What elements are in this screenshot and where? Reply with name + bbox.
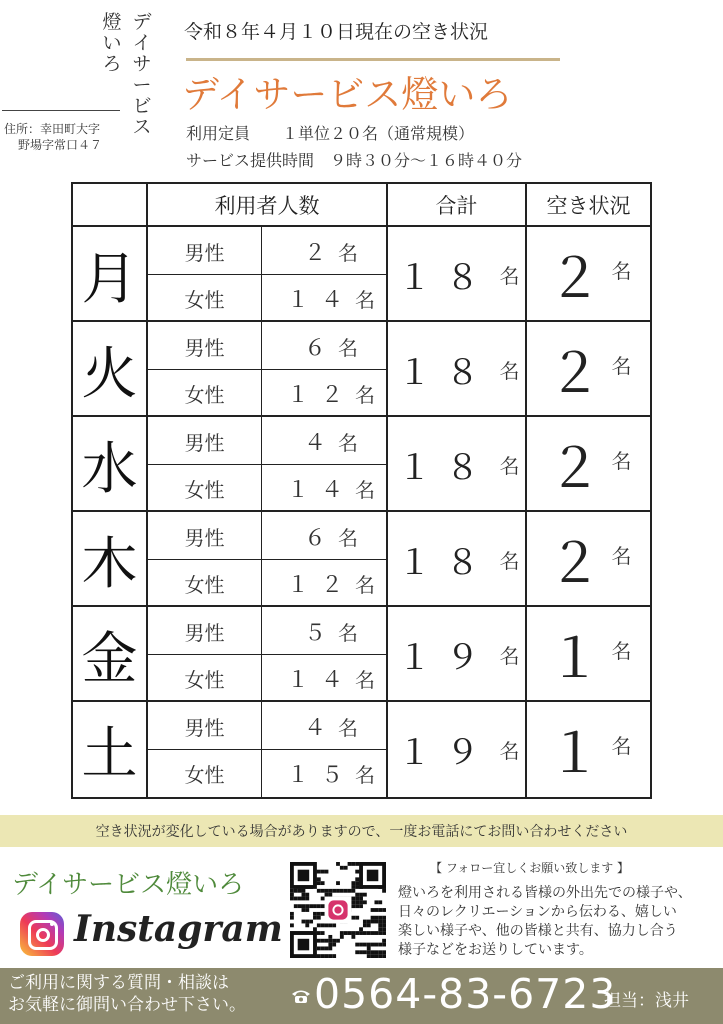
male-count-value: ６ [303,335,338,361]
total-count [390,607,527,702]
header-total: 合計 [435,193,478,218]
sns-line-1: 燈いろを利用される皆様の外出先での様子や、 [398,885,692,901]
male-count-unit: 名 [338,525,358,550]
female-label: 女性 [184,573,225,597]
female-count-value: １２ [286,383,355,408]
open-slots-value: ２ [547,342,602,405]
day-label: 水 [81,436,138,502]
male-count-value: ５ [303,620,338,646]
female-count-value: １４ [286,478,355,503]
contact-line-1: ご利用に関する質問・相談は [8,973,229,993]
sns-brand-name: デイサービス燈いろ [12,870,245,900]
female-count-value: １４ [286,668,355,693]
total-count [390,227,527,322]
total-count-value: １９ [397,733,494,773]
availability-table [71,182,652,799]
total-count-value: １８ [397,543,494,583]
date-status-heading: 令和８年４月１０日現在の空き状況 [184,21,489,43]
total-count-value: １８ [397,448,494,488]
sns-description [398,884,716,960]
male-count-unit: 名 [338,715,358,740]
open-slots [529,322,650,417]
female-count-unit: 名 [355,383,375,407]
male-count-unit: 名 [338,620,358,645]
open-slots-unit: 名 [611,449,632,473]
open-slots-value: １ [547,627,602,690]
male-count-unit: 名 [338,335,358,360]
total-count-unit: 名 [499,359,520,383]
total-count-value: １８ [397,353,494,393]
male-label: 男性 [184,335,225,360]
instagram-wordmark: Instagram [74,908,283,950]
male-count [262,702,388,750]
follow-request: 【 フォロー宜しくお願い致します 】 [430,861,630,875]
male-label: 男性 [184,430,225,455]
female-label: 女性 [184,478,225,502]
male-count-unit: 名 [338,240,358,265]
open-slots-value: ２ [547,532,602,595]
female-count-value: １２ [286,573,355,598]
instagram-icon-dot [50,922,54,926]
total-count [390,322,527,417]
open-slots-unit: 名 [611,259,632,283]
open-slots-unit: 名 [611,354,632,378]
open-slots [529,227,650,322]
address-line-1: 住所：幸田町大字 [4,122,101,136]
female-count-unit: 名 [355,573,375,597]
address-line-2: 野場字常口４７ [18,138,103,152]
staff-in-charge: 担当：浅井 [604,991,689,1011]
total-count-unit: 名 [499,739,520,763]
female-count [262,465,388,512]
male-count [262,417,388,465]
female-count-value: １４ [286,288,355,313]
female-count [262,655,388,702]
female-count-unit: 名 [355,668,375,692]
service-hours-info: サービス提供時間 ９時３０分～１６時４０分 [186,151,523,170]
male-count-unit: 名 [338,430,358,455]
open-slots-value: ２ [547,247,602,310]
open-slots [529,607,650,702]
male-count-value: ２ [303,240,338,266]
total-count [390,417,527,512]
male-count [262,227,388,275]
header-divider [2,110,120,111]
phone-icon [290,988,312,1004]
total-count-value: １９ [397,638,494,678]
sns-line-4: 様子などをお送りしています。 [398,942,593,958]
day-label: 土 [81,721,138,787]
vertical-title-service-type: デイサービス [132,11,152,138]
day-label: 月 [81,246,138,312]
instagram-icon[interactable] [20,912,64,956]
female-count-unit: 名 [355,288,375,312]
male-label: 男性 [184,715,225,740]
male-count-value: ４ [303,430,338,456]
female-count-value: １５ [286,763,355,788]
contact-footer [0,968,723,1024]
female-label: 女性 [184,763,225,787]
day-label: 火 [81,341,138,407]
female-label: 女性 [184,668,225,692]
notice-banner: 空き状況が変化している場合がありますので、一度お電話にてお問い合わせください [0,815,723,847]
header-availability: 空き状況 [546,193,631,218]
total-count-unit: 名 [499,644,520,668]
male-count [262,322,388,370]
total-count [390,702,527,797]
contact-invitation [8,972,246,1016]
male-label: 男性 [184,525,225,550]
open-slots [529,512,650,607]
vertical-title-facility-name: 燈いろ [102,11,122,75]
title-rule [186,58,560,61]
female-count [262,275,388,322]
contact-line-2: お気軽に御問い合わせ下さい。 [8,995,246,1015]
capacity-info: 利用定員 １単位２０名（通常規模） [186,124,475,143]
male-count [262,512,388,560]
sns-line-2: 日々のレクリエーションから伝わる、嬉しい [398,904,677,920]
total-count-value: １８ [397,258,494,298]
open-slots [529,417,650,512]
day-label: 木 [81,531,138,597]
open-slots-unit: 名 [611,734,632,758]
female-count-unit: 名 [355,478,375,502]
open-slots-unit: 名 [611,639,632,663]
total-count-unit: 名 [499,454,520,478]
address [4,121,102,153]
female-label: 女性 [184,288,225,312]
male-label: 男性 [184,240,225,265]
open-slots-unit: 名 [611,544,632,568]
female-label: 女性 [184,383,225,407]
male-count-value: ４ [303,715,338,741]
female-count-unit: 名 [355,763,375,787]
total-count-unit: 名 [499,264,520,288]
sns-line-3: 楽しい様子や、他の皆様と共有、協力し合う [398,923,678,939]
brand-title: デイサービス燈いろ [182,73,513,116]
female-count [262,370,388,417]
open-slots-value: １ [547,722,602,785]
female-count [262,560,388,607]
header-users-count: 利用者人数 [214,193,320,218]
qr-code[interactable] [290,862,386,958]
male-count-value: ６ [303,525,338,551]
total-count-unit: 名 [499,549,520,573]
male-label: 男性 [184,620,225,645]
day-label: 金 [81,626,138,692]
female-count [262,750,388,797]
open-slots [529,702,650,797]
phone-number[interactable]: 0564-83-6723 [314,970,617,1018]
male-count [262,607,388,655]
total-count [390,512,527,607]
open-slots-value: ２ [547,437,602,500]
